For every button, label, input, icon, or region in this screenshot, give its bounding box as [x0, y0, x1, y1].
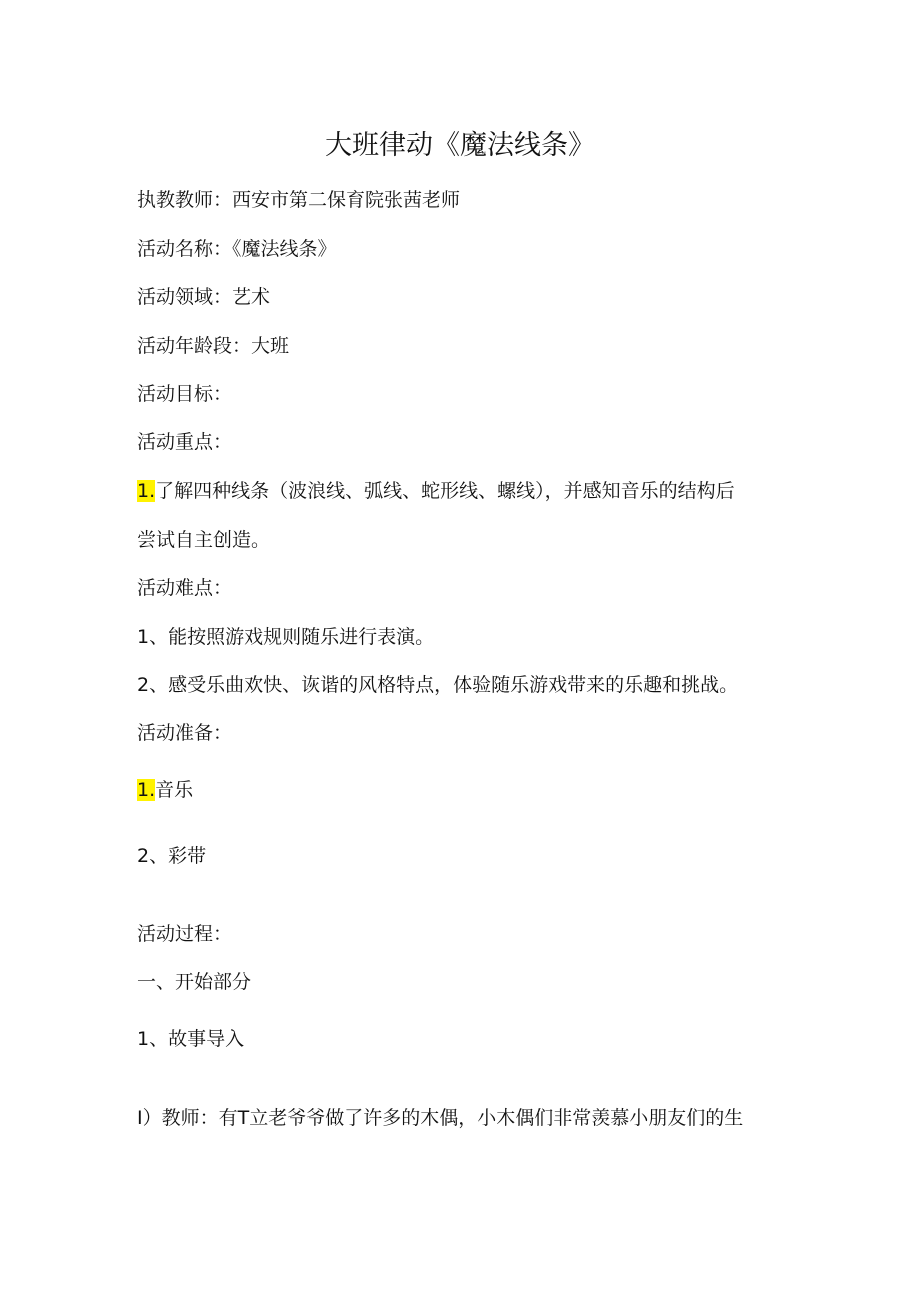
activity-age-line: 活动年龄段：大班 — [137, 335, 290, 357]
highlighted-number: 1. — [137, 480, 156, 502]
page-title: 大班律动《魔法线条》 — [325, 130, 595, 161]
prep-item-1 — [137, 776, 193, 804]
activity-prep-heading: 活动准备： — [137, 722, 233, 744]
prep-item-2: 2、彩带 — [137, 845, 207, 867]
difficulty-1: 1、能按照游戏规则随乐进行表演。 — [137, 626, 435, 648]
difficulty-2: 2、感受乐曲欢快、诙谐的风格特点，体验随乐游戏带来的乐趣和挑战。 — [137, 674, 739, 696]
story-intro-heading: 1、故事导入 — [137, 1028, 245, 1050]
activity-process-heading: 活动过程： — [137, 923, 233, 945]
teacher-line: 执教教师：西安市第二保育院张茜老师 — [137, 189, 461, 211]
teacher-dialogue-line: I）教师：有T立老爷爷做了许多的木偶，小木偶们非常羡慕小朋友们的生 — [137, 1107, 744, 1129]
activity-goal-heading: 活动目标： — [137, 383, 233, 405]
section-start-heading: 一、开始部分 — [137, 971, 252, 993]
activity-difficulty-heading: 活动难点： — [137, 577, 233, 599]
key-point-1 — [137, 477, 735, 505]
highlighted-number: 1. — [137, 779, 156, 801]
activity-name-line: 活动名称：《魔法线条》 — [137, 238, 337, 260]
activity-domain-line: 活动领域：艺术 — [137, 286, 271, 308]
prep-item-1-text: 音乐 — [155, 779, 194, 801]
key-point-1-continued: 尝试自主创造。 — [137, 529, 271, 551]
key-point-1-text: 了解四种线条（波浪线、弧线、蛇形线、螺线），并感知音乐的结构后 — [155, 480, 735, 502]
activity-key-heading: 活动重点： — [137, 431, 233, 453]
